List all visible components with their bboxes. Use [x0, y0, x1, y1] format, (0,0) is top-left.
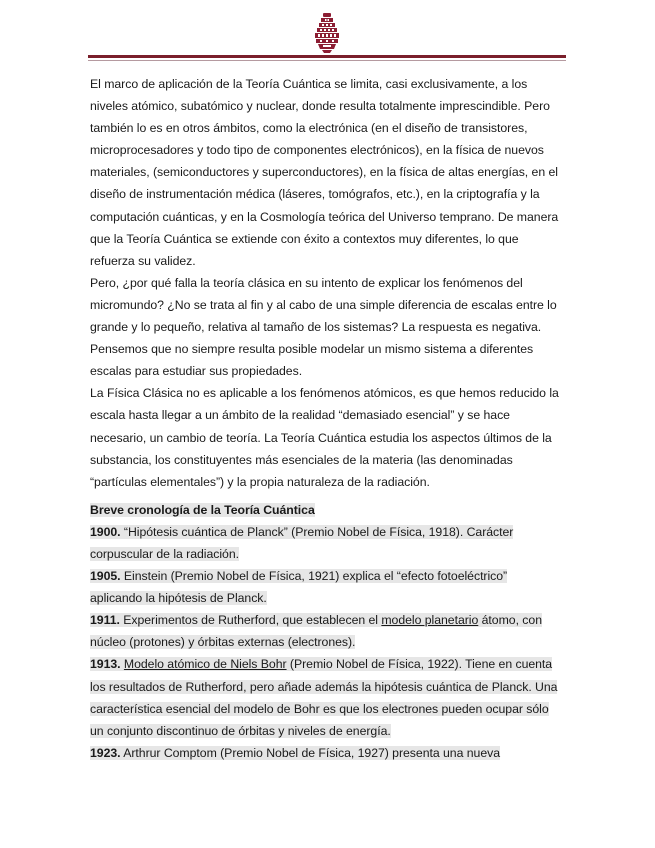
document-body — [90, 73, 562, 764]
chronology-text: “Hipótesis cuántica de Planck” (Premio Nobel de Física, 1918). Carácter corpuscular de la radiación. — [90, 524, 514, 561]
chronology-year: 1923. — [90, 745, 121, 760]
chronology-text: Experimentos de Rutherford, que establecen el — [119, 613, 382, 628]
chronology-text: (Premio Nobel de Física, 1922). Tiene en cuenta los resultados de Rutherford, pero añade además la hipótesis cuántica de Planck. Una característica esencial del modelo de Bohr es que los electrones pueden ocupar sólo un conjunto discontinuo de órbitas y niveles de energía. — [90, 657, 558, 738]
chronology-entry-1913 — [90, 653, 562, 741]
chronology-year: 1913. — [90, 657, 121, 672]
header-rule — [88, 55, 566, 58]
chronology-entry-1911 — [90, 609, 562, 653]
chronology-text: Einstein (Premio Nobel de Física, 1921) explica el “efecto fotoeléctrico” aplicando la hipótesis de Planck. — [90, 569, 508, 606]
chronology-entry-1923 — [90, 742, 562, 764]
paragraph-intro: El marco de aplicación de la Teoría Cuántica se limita, casi exclusivamente, a los niveles atómico, subatómico y nuclear, donde resulta totalmente imprescindible. Pero también lo es en otros ámbitos, como la electrónica (en el diseño de transistores, microprocesadores y todo tipo de componentes electrónicos), en la física de nuevos materiales, (semiconductores y superconductores), en la física de altas energías, en el diseño de instrumentación médica (láseres, tomógrafos, etc.), en la criptografía y la computación cuánticas, y en la Cosmología teórica del Universo temprano. De manera que la Teoría Cuántica se extiende con éxito a contextos muy diferentes, lo que refuerza su validez. — [90, 77, 559, 268]
paragraph-classical-physics: La Física Clásica no es aplicable a los fenómenos atómicos, es que hemos reducido la escala hasta llegar a un ámbito de la realidad “demasiado esencial” y se hace necesario, un cambio de teoría. La Teoría Cuántica estudia los aspectos últimos de la substancia, los constituyentes más esenciales de la materia (las denominadas “partículas elementales”) y la propia naturaleza de la radiación. — [90, 386, 559, 489]
chronology-year: 1911. — [90, 613, 120, 628]
institution-seal-graphic — [312, 12, 342, 54]
institution-seal-icon — [312, 12, 342, 54]
chronology-text: Arthrur Comptom (Premio Nobel de Física, 1927) presenta una nueva — [120, 745, 500, 760]
chronology-year: 1900. — [90, 524, 121, 539]
chronology-entry-1900 — [90, 521, 562, 565]
chronology-heading — [90, 499, 562, 521]
chronology-entry-1905 — [90, 565, 562, 609]
chronology-year: 1905. — [90, 569, 121, 584]
chronology-text: átomo, con núcleo (protones) y órbitas externas (electrones). — [90, 613, 542, 650]
bohr-model-link[interactable]: Modelo atómico de Niels Bohr — [123, 657, 287, 672]
header-rule-thin — [88, 60, 566, 61]
paragraph-classical-question: Pero, ¿por qué falla la teoría clásica en su intento de explicar los fenómenos del micromundo? ¿No se trata al fin y al cabo de una simple diferencia de escalas entre lo grande y lo pequeño, relativa al tamaño de los sistemas? La respuesta es negativa. Pensemos que no siempre resulta posible modelar un mismo sistema a diferentes escalas para estudiar sus propiedades. — [90, 275, 557, 379]
chronology-heading-text: Breve cronología de la Teoría Cuántica — [90, 502, 315, 517]
modelo-planetario-link[interactable]: modelo planetario — [381, 613, 479, 628]
